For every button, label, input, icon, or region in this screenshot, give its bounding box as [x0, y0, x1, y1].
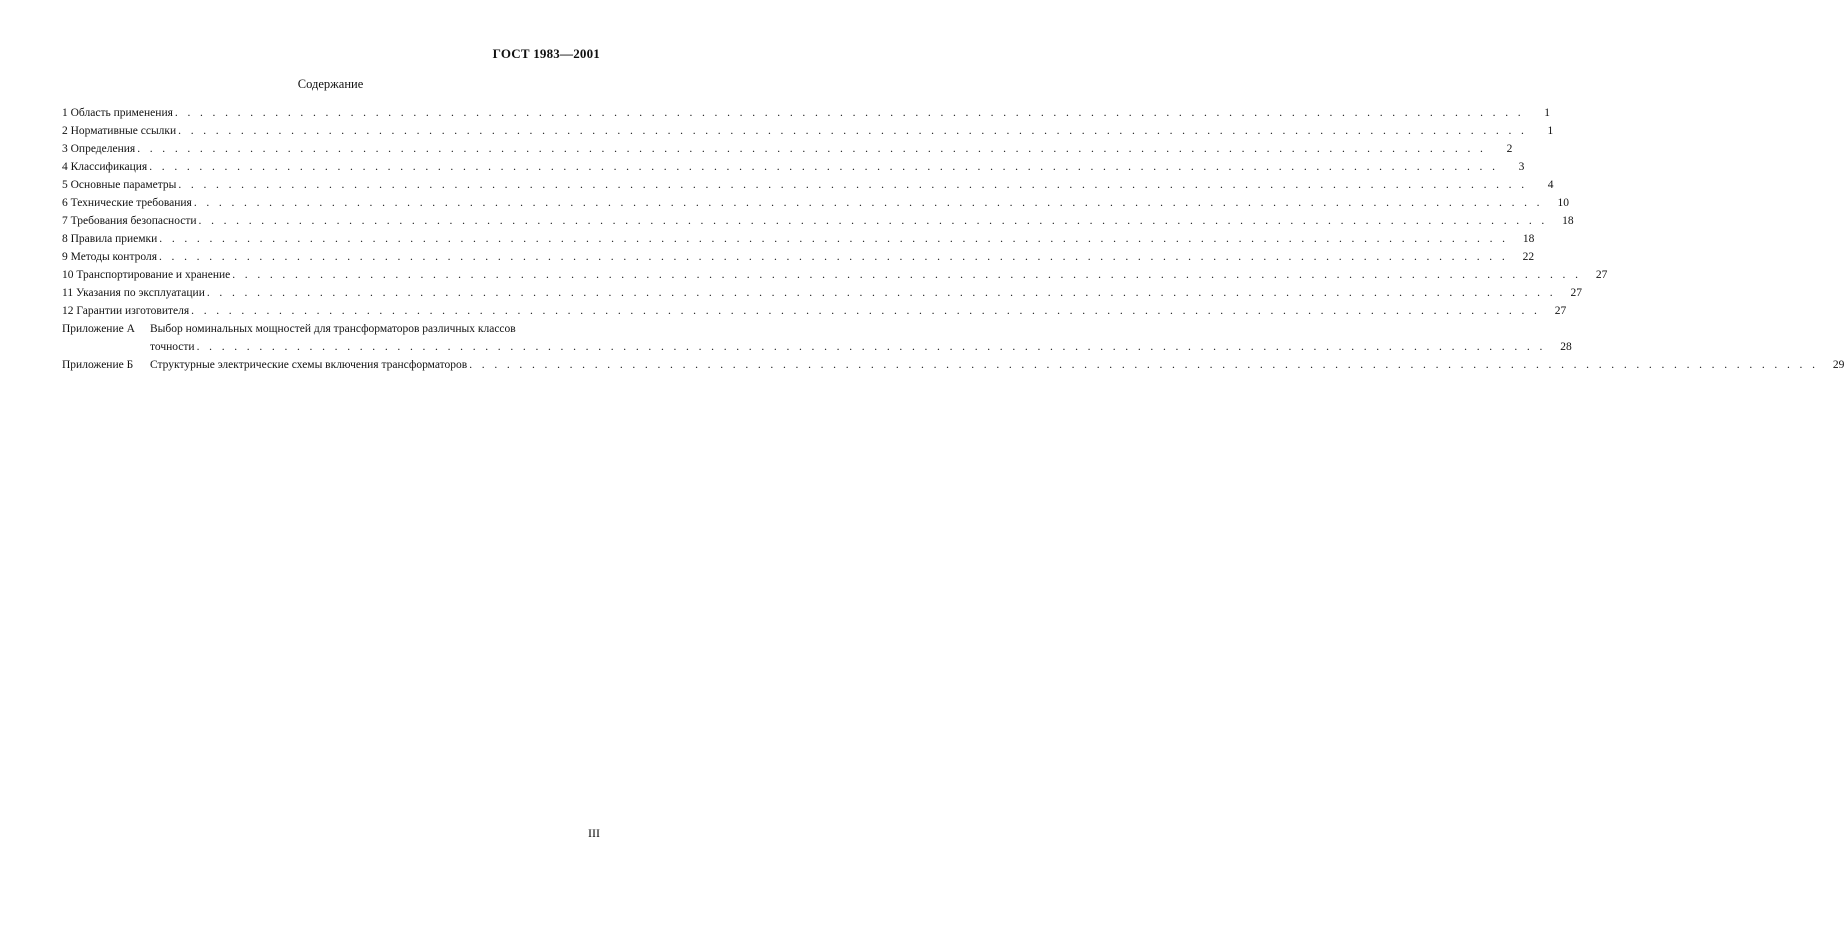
toc-item-page: 1 [1544, 107, 1551, 119]
toc-item-page: 1 [1547, 125, 1554, 137]
toc-leader-dots [159, 230, 1508, 248]
toc-leader-dots [159, 248, 1508, 266]
appendix-title-tail: точности [150, 341, 195, 353]
toc-item[interactable] [62, 284, 1582, 302]
toc-leader-dots [469, 356, 1818, 374]
toc-item[interactable] [62, 104, 1551, 122]
toc-item[interactable] [62, 176, 1554, 194]
toc-item-page: 22 [1522, 251, 1535, 263]
toc-item-label: 10 Транспортирование и хранение [62, 269, 231, 281]
toc-leader-dots [197, 338, 1546, 356]
toc-leader-dots [137, 140, 1486, 158]
appendix-prefix: Приложение Б [62, 359, 134, 371]
toc-appendix-a[interactable] [62, 320, 1572, 356]
appendix-prefix: Приложение А [62, 323, 135, 335]
toc-appendix-b[interactable] [62, 356, 1844, 374]
toc-item-label: 9 Методы контроля [62, 251, 157, 263]
toc-item-label: 3 Определения [62, 143, 136, 155]
appendix-title-tail: Структурные электрические схемы включения трансформаторов [150, 359, 468, 371]
toc-item[interactable] [62, 140, 1513, 158]
toc-item-label: 1 Область применения [62, 107, 173, 119]
toc-leader-dots [178, 122, 1527, 140]
toc-leader-dots [178, 176, 1527, 194]
toc-item-label: 6 Технические требования [62, 197, 192, 209]
toc-title: Содержание [297, 77, 364, 91]
appendix-title-last-line [150, 356, 1844, 374]
toc-item-page: 4 [1547, 179, 1554, 191]
toc-item-label: 2 Нормативные ссылки [62, 125, 177, 137]
document-code: ГОСТ 1983—2001 [492, 46, 600, 61]
toc-item[interactable] [62, 248, 1535, 266]
toc-item-label: 5 Основные параметры [62, 179, 177, 191]
toc-item-page: 27 [1570, 287, 1582, 299]
appendix-body [150, 320, 1572, 356]
appendix-title-line: Выбор номинальных мощностей для трансформаторов различных классов [150, 323, 516, 335]
toc-item[interactable] [62, 122, 1554, 140]
toc-item-page: 27 [1595, 269, 1608, 281]
table-of-contents [62, 104, 1844, 374]
toc-item-page: 18 [1562, 215, 1574, 227]
toc-item[interactable] [62, 302, 1567, 320]
toc-leader-dots [232, 266, 1581, 284]
appendix-body [150, 356, 1844, 374]
toc-item-page: 2 [1506, 143, 1513, 155]
toc-item-label: 8 Правила приемки [62, 233, 158, 245]
toc-item-page: 3 [1518, 161, 1525, 173]
toc-item-page: 10 [1557, 197, 1569, 209]
toc-leader-dots [207, 284, 1556, 302]
toc-item-page: 27 [1554, 305, 1567, 317]
toc-leader-dots [194, 194, 1543, 212]
toc-leader-dots [191, 302, 1540, 320]
toc-leader-dots [149, 158, 1498, 176]
toc-leader-dots [175, 104, 1524, 122]
page-number: III [588, 826, 600, 840]
toc-item-label: 12 Гарантии изготовителя [62, 305, 190, 317]
toc-item-label: 7 Требования безопасности [62, 215, 197, 227]
toc-item[interactable] [62, 194, 1569, 212]
toc-item[interactable] [62, 212, 1574, 230]
toc-item[interactable] [62, 158, 1525, 176]
toc-item[interactable] [62, 266, 1608, 284]
toc-item-page: 28 [1560, 341, 1572, 353]
toc-item-page: 18 [1522, 233, 1535, 245]
toc-item-page: 29 [1832, 359, 1844, 371]
toc-item-label: 11 Указания по эксплуатации [62, 287, 205, 299]
toc-item-label: 4 Классификация [62, 161, 148, 173]
toc-item[interactable] [62, 230, 1535, 248]
toc-leader-dots [199, 212, 1548, 230]
appendix-title-last-line [150, 338, 1572, 356]
